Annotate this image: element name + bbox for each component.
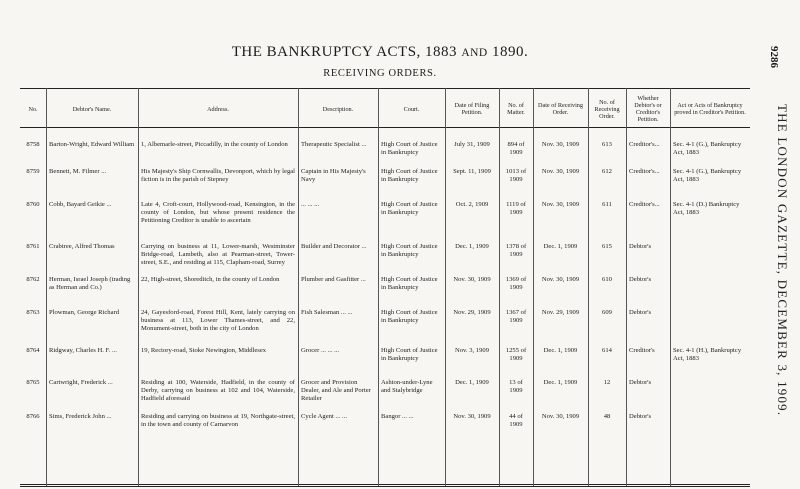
cell-filing-date: Nov. 3, 1909: [454, 347, 489, 354]
column-divider: [588, 88, 589, 486]
cell-debtor-name: Sims, Frederick John ...: [49, 413, 112, 420]
cell-court: Ashton-under-Lyne and Stalybridge: [381, 379, 433, 394]
column-divider: [138, 88, 139, 486]
cell-order-no: 612: [602, 168, 612, 175]
cell-matter-no: 1119 of 1909: [506, 201, 526, 216]
cell-filing-date: July 31, 1909: [454, 141, 490, 148]
cell-matter-no: 1369 of 1909: [505, 276, 527, 291]
cell-matter-no: 894 of 1909: [507, 141, 525, 156]
column-header: No. of Matter.: [507, 102, 525, 116]
cell-order-date: Nov. 30, 1909: [541, 141, 580, 148]
cell-debtor-name: Barton-Wright, Edward William: [49, 141, 135, 148]
cell-debtor-name: Cartwright, Frederick ...: [49, 379, 113, 386]
cell-description: Captain in His Majesty's Navy: [301, 168, 366, 183]
cell-address: 22, High-street, Shoreditch, in the county of London: [141, 276, 280, 283]
cell-order-date: Nov. 29, 1909: [541, 309, 580, 316]
gazette-running-head: THE LONDON GAZETTE, DECEMBER 3, 1909.: [775, 104, 790, 417]
cell-address: Residing at 100, Waterside, Hadfield, in the county of Derby, carrying on business at 102 and 104, Waterside, Hadfield aforesaid: [141, 379, 295, 402]
column-header: Whether Debtor's or Creditor's Petition.: [634, 95, 662, 123]
column-divider: [378, 88, 379, 486]
cell-petition: Debtor's: [629, 276, 652, 283]
cell-matter-no: 1367 of 1909: [505, 309, 527, 324]
cell-no: 8763: [26, 309, 40, 316]
cell-order-no: 615: [602, 243, 612, 250]
title-and: AND: [461, 47, 488, 59]
cell-no: 8762: [26, 276, 40, 283]
cell-no: 8759: [26, 168, 40, 175]
cell-acts: Sec. 4-1 (G.), Bankruptcy Act, 1883: [673, 141, 742, 156]
cell-description: Builder and Decorator ...: [301, 243, 367, 250]
cell-order-no: 613: [602, 141, 612, 148]
cell-order-date: Nov. 30, 1909: [541, 276, 580, 283]
column-divider: [46, 88, 47, 486]
cell-description: Plumber and Gasfitter ...: [301, 276, 366, 283]
cell-address: 24, Gayesford-road, Forest Hill, Kent, lately carrying on business at 113, Lower Thames-street, and 22, Monument-street, both in the city of London: [141, 309, 295, 332]
cell-court: High Court of Justice in Bankruptcy: [381, 276, 438, 291]
cell-court: High Court of Justice in Bankruptcy: [381, 201, 438, 216]
cell-acts: Sec. 4-1 (D.) Bankruptcy Act, 1883: [673, 201, 740, 216]
cell-address: His Majesty's Ship Cornwallis, Devonport, which by legal fiction is in the parish of Stepney: [141, 168, 295, 183]
cell-filing-date: Nov. 30, 1909: [453, 276, 491, 283]
title-main: THE BANKRUPTCY ACTS, 1883: [231, 44, 458, 60]
cell-address: Carrying on business at 11, Lower-marsh, Westminster Bridge-road, Lambeth, also at Pearman-street, Tower-street, S.E., and residing at 115, Clapham-road, Surrey: [141, 243, 295, 266]
cell-address: Residing and carrying on business at 19, Northgate-street, in the town and county of Carnarvon: [141, 413, 295, 428]
cell-order-date: Dec. 1, 1909: [543, 379, 578, 386]
cell-petition: Debtor's: [629, 309, 652, 316]
cell-filing-date: Dec. 1, 1909: [455, 379, 489, 386]
cell-order-date: Nov. 30, 1909: [541, 413, 580, 420]
column-header: Date of Filing Petition.: [454, 102, 490, 116]
column-header: Address.: [207, 105, 229, 113]
cell-filing-date: Oct. 2, 1909: [455, 201, 489, 208]
cell-court: High Court of Justice in Bankruptcy: [381, 243, 438, 258]
cell-debtor-name: Ridgway, Charles H. F. ...: [49, 347, 117, 354]
cell-court: High Court of Justice in Bankruptcy: [381, 347, 438, 362]
title-year: 1890.: [491, 44, 529, 60]
cell-filing-date: Sept. 11, 1909: [453, 168, 491, 175]
cell-order-no: 48: [603, 413, 611, 420]
cell-order-no: 12: [603, 379, 611, 386]
cell-debtor-name: Cobb, Bayard Geikie ...: [49, 201, 112, 208]
column-header: Debtor's Name.: [72, 105, 112, 113]
cell-order-date: Dec. 1, 1909: [543, 243, 578, 250]
cell-acts: Sec. 4-1 (H.), Bankruptcy Act, 1883: [673, 347, 742, 362]
cell-order-no: 609: [602, 309, 612, 316]
column-header: No. of Receiving Order.: [594, 98, 620, 120]
column-header: Description.: [322, 105, 354, 113]
cell-order-date: Dec. 1, 1909: [543, 347, 578, 354]
column-header: No.: [28, 105, 38, 113]
cell-no: 8764: [26, 347, 40, 354]
cell-court: High Court of Justice in Bankruptcy: [381, 168, 438, 183]
cell-petition: Creditor's...: [629, 168, 660, 175]
cell-court: High Court of Justice in Bankruptcy: [381, 141, 438, 156]
cell-petition: Debtor's: [629, 413, 652, 420]
cell-court: Bangor ... ...: [381, 413, 414, 420]
table-top-rule: [20, 88, 750, 89]
cell-filing-date: Nov. 29, 1909: [453, 309, 491, 316]
column-divider: [670, 88, 671, 486]
column-divider: [298, 88, 299, 486]
cell-order-no: 610: [602, 276, 612, 283]
cell-filing-date: Nov. 30, 1909: [453, 413, 491, 420]
cell-debtor-name: Herman, Israel Joseph (trading as Herman and Co.): [49, 276, 131, 291]
cell-acts: Sec. 4-1 (G.), Bankruptcy Act, 1883: [673, 168, 742, 183]
column-header: Date of Receiving Order.: [537, 102, 583, 116]
cell-matter-no: 13 of 1909: [509, 379, 523, 394]
cell-description: Grocer ... ... ...: [301, 347, 340, 354]
cell-debtor-name: Bennett, M. Filmer ...: [49, 168, 107, 175]
cell-order-date: Nov. 30, 1909: [541, 168, 580, 175]
cell-debtor-name: Plowman, George Richard: [49, 309, 120, 316]
column-divider: [533, 88, 534, 486]
cell-address: 19, Rectory-road, Stoke Newington, Middlesex: [141, 347, 267, 354]
cell-no: 8758: [26, 141, 40, 148]
table-bottom-rule: [20, 484, 750, 487]
cell-order-no: 614: [602, 347, 612, 354]
cell-description: Cycle Agent ... ...: [301, 413, 347, 420]
column-header: Court.: [403, 105, 420, 113]
cell-court: High Court of Justice in Bankruptcy: [381, 309, 438, 324]
column-divider: [626, 88, 627, 486]
cell-petition: Creditor's...: [629, 201, 660, 208]
page-number: 9286: [768, 46, 780, 68]
cell-no: 8765: [26, 379, 40, 386]
cell-matter-no: 1378 of 1909: [505, 243, 527, 258]
cell-petition: Creditor's...: [629, 141, 660, 148]
cell-filing-date: Dec. 1, 1909: [455, 243, 489, 250]
cell-order-date: Nov. 30, 1909: [541, 201, 580, 208]
cell-petition: Creditor's: [629, 347, 655, 354]
cell-address: Late 4, Croft-court, Hollywood-road, Kensington, in the county of London, but whose present residence the Petitioning Creditor is unable to ascertain: [141, 201, 295, 224]
column-divider: [499, 88, 500, 486]
column-header: Act or Acts of Bankruptcy proved in Creditor's Petition.: [674, 102, 746, 116]
cell-no: 8766: [26, 413, 40, 420]
header-bottom-rule: [20, 127, 750, 128]
cell-matter-no: 1013 of 1909: [505, 168, 527, 183]
cell-description: Grocer and Provision Dealer, and Ale and Porter Retailer: [301, 379, 371, 402]
cell-description: ... ... ...: [301, 201, 320, 208]
page-subtitle: RECEIVING ORDERS.: [323, 68, 437, 79]
cell-no: 8760: [26, 201, 40, 208]
page-title: [0, 44, 760, 61]
cell-no: 8761: [26, 243, 40, 250]
cell-debtor-name: Crabtree, Alfred Thomas: [49, 243, 115, 250]
cell-description: Therapeutic Specialist ...: [301, 141, 367, 148]
cell-matter-no: 44 of 1909: [509, 413, 523, 428]
cell-description: Fish Salesman ... ...: [301, 309, 353, 316]
cell-address: 1, Albemarle-street, Piccadilly, in the county of London: [141, 141, 288, 148]
cell-petition: Debtor's: [629, 379, 652, 386]
cell-order-no: 611: [602, 201, 612, 208]
cell-matter-no: 1255 of 1909: [505, 347, 527, 362]
cell-petition: Debtor's: [629, 243, 652, 250]
column-divider: [445, 88, 446, 486]
